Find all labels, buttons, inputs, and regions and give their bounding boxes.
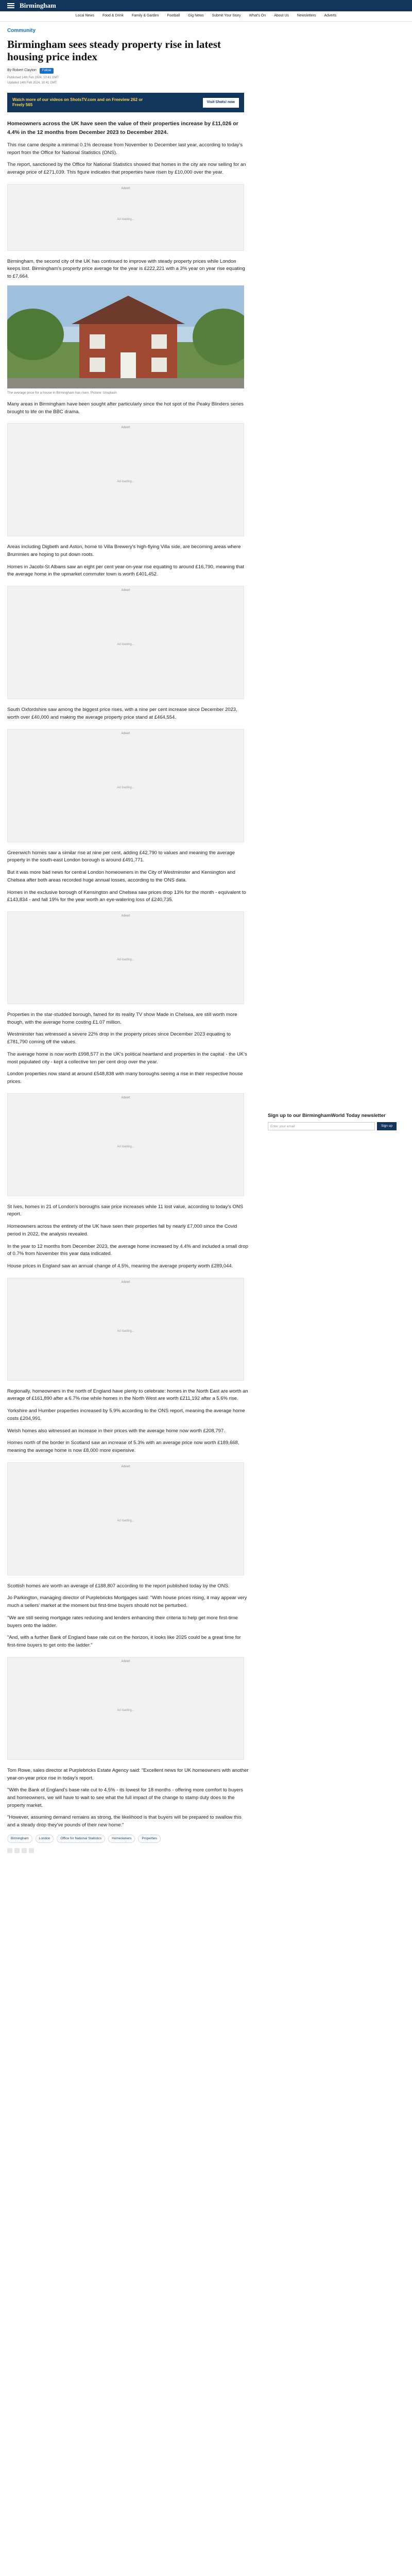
paragraph: The average home is now worth £998,577 in the UK's political heartland and properties in the capital - the UK's most populated city - kept a collective ten per cent drop over the year. (7, 1051, 247, 1065)
byline (7, 68, 249, 74)
article-title: Birmingham sees steady property rise in latest housing price index (7, 38, 221, 63)
advert-slot (7, 423, 244, 536)
newsletter-signup (268, 1113, 397, 1130)
paragraph: Homes in the exclusive borough of Kensington and Chelsea saw prices drop 13% for the month - equivalent to £143,834 - and fall 19% for the year worth an eye-watering loss of £240,735. (7, 889, 246, 903)
video-promo-banner (7, 93, 244, 112)
house-photo (7, 285, 244, 388)
paragraph: Areas including Digbeth and Aston, home to Villa Brewery's high-flying Villa side, are becoming areas where Brummies are hoping to put down roots. (7, 544, 241, 558)
ad-loading: Ad loading... (117, 217, 134, 221)
paragraph: "However, assuming demand remains as strong, the likelihood is that buyers will be prepared to swallow this and a steady drop they've pounds of their new home." (7, 1815, 242, 1828)
published-date: Published 14th Feb 2024, 10:41 GMT (7, 76, 59, 80)
top-bar (0, 0, 412, 11)
house-illustration (7, 285, 244, 388)
paragraph: Regionally, homeowners in the north of England have plenty to celebrate: homes in the North East are worth an average of £161,890 after a 6.7% rise while homes in the North West are worth £211,192 after a 5.6% rise. (7, 1388, 248, 1402)
author-name: By Robert Clayton (7, 69, 37, 72)
paragraph: Welsh homes also witnessed an increase in their prices with the average home now worth £208,797. (7, 1428, 225, 1434)
ad-label: Advert (121, 732, 130, 735)
article-lead: Homeowners across the UK have seen the value of their properties increase by £11,026 or 4.4% in the 12 months from December 2023 to December 2024. (7, 121, 238, 135)
ad-loading: Ad loading... (117, 786, 134, 789)
paragraph: South Oxfordshire saw among the biggest price rises, with a nine per cent increase since December 2023, worth over £40,000 and making the average property price stand at £464,554. (7, 707, 237, 720)
nav-item[interactable]: Football (167, 14, 180, 18)
ad-loading: Ad loading... (117, 480, 134, 484)
tag[interactable]: Birmingham (7, 1835, 32, 1843)
signup-button[interactable]: Sign up (377, 1122, 397, 1130)
article (7, 27, 249, 1860)
nav-item[interactable]: Gig News (188, 14, 204, 18)
advert-slot (7, 1093, 244, 1196)
nav-item[interactable]: Newsletters (297, 14, 316, 18)
x-share-icon[interactable] (14, 1848, 20, 1853)
advert-slot (7, 729, 244, 842)
tag[interactable]: Homeowners (108, 1835, 135, 1843)
paragraph: St Ives, homes in 21 of London's boroughs saw price increases while 11 lost value, according to today's ONS report. (7, 1204, 244, 1217)
newsletter-title: Sign up to our BirminghamWorld Today newsletter (268, 1113, 386, 1118)
email-share-icon[interactable] (29, 1848, 34, 1853)
ad-loading: Ad loading... (117, 958, 134, 961)
ad-label: Advert (121, 1465, 130, 1468)
advert-slot (7, 1462, 244, 1575)
ad-label: Advert (121, 1659, 130, 1663)
paragraph: "With the Bank of England's base rate cut to 4.5% - its lowest for 18 months - offering more comfort to buyers and homeowners, we will have to wait to see what the full impact of the change to stamp duty does to the property market. (7, 1787, 244, 1808)
ad-loading: Ad loading... (117, 643, 134, 647)
ad-label: Advert (121, 589, 130, 592)
paragraph: Many areas in Birmingham have been sought after particularly since the hot spot of the Peaky Blinders series brought to life on the BBC drama. (7, 401, 244, 415)
paragraph: Properties in the star-studded borough, famed for its reality TV show Made in Chelsea, are still worth more though, with the average home costing £1.07 million. (7, 1011, 237, 1025)
ad-loading: Ad loading... (117, 1145, 134, 1148)
top-nav (0, 11, 412, 22)
whatsapp-share-icon[interactable] (22, 1848, 27, 1853)
paragraph: Birmingham, the second city of the UK has continued to improve with steady property prices while London keeps lost. Birmingham's property price average for the year is £222,221 with a 3% year on year rise equating to £7,664. (7, 258, 245, 280)
article-tags (7, 1835, 249, 1843)
ad-label: Advert (121, 187, 130, 190)
advert-slot (7, 586, 244, 699)
ad-label: Advert (121, 914, 130, 918)
promo-text: Watch more of our videos on ShotsTV.com and on Freeview 262 or Freely 565 (12, 97, 143, 108)
menu-icon[interactable] (7, 3, 14, 8)
advert-slot (7, 911, 244, 1004)
promo-button[interactable]: Visit Shots! now (203, 98, 239, 108)
ad-loading: Ad loading... (117, 1519, 134, 1522)
nav-item[interactable]: Adverts (324, 14, 337, 18)
paragraph: Homes in Jacobi-St Albans saw an eight per cent year-on-year rise equating to around £16,790, meaning that the average home in the upmarket commuter town is worth £401,452. (7, 564, 244, 578)
share-row (7, 1848, 249, 1853)
tag[interactable]: Properties (138, 1835, 161, 1843)
advert-slot (7, 1657, 244, 1760)
ad-loading: Ad loading... (117, 1329, 134, 1333)
nav-item[interactable]: Submit Your Story (212, 14, 241, 18)
paragraph: "We are still seeing mortgage rates reducing and lenders enhancing their criteria to help get more first-time buyers onto the ladder. (7, 1615, 238, 1629)
site-logo[interactable]: Birmingham (20, 1, 56, 9)
facebook-share-icon[interactable] (7, 1848, 12, 1853)
paragraph: This rise came despite a minimal 0.1% decrease from November to December last year, according to today's report from the Office for National Statistics (ONS). (7, 142, 243, 156)
paragraph: Tom Rowe, sales director at Purplebricks Estate Agency said: "Excellent news for UK homeowners with another year-on-year price rise in today's report. (7, 1767, 249, 1781)
nav-item[interactable]: About Us (274, 14, 289, 18)
photo-caption: The average price for a house in Birmingham has risen. Picture: Unsplash (7, 391, 117, 395)
ad-label: Advert (121, 1096, 130, 1099)
updated-date: Updated 14th Feb 2024, 10:41 GMT (7, 81, 57, 84)
ad-label: Advert (121, 1280, 130, 1284)
email-field[interactable]: Enter your email (268, 1122, 375, 1130)
paragraph: Westminster has witnessed a severe 22% drop in the property prices since December 2023 equating to £781,790 coming off the values. (7, 1031, 231, 1045)
paragraph: London properties now stand at around £548,838 with many boroughs seeing a rise in their respective house prices. (7, 1071, 243, 1084)
nav-item[interactable]: What's On (249, 14, 266, 18)
nav-item[interactable]: Food & Drink (102, 14, 124, 18)
nav-item[interactable]: Family & Garden (131, 14, 159, 18)
paragraph: Scottish homes are worth an average of £188,807 according to the report published today by the ONS. (7, 1583, 230, 1589)
nav-item[interactable]: Local News (75, 14, 94, 18)
advert-slot (7, 184, 244, 251)
paragraph: Homeowners across the entirety of the UK have seen their properties fall by nearly £7,000 since the Covid period in 2022, the analysis revealed. (7, 1224, 237, 1237)
paragraph: In the year to 12 months from December 2023, the average home increased by 4.4% and included a small drop of 0.7% from November this year data indicated. (7, 1243, 248, 1257)
paragraph: Greenwich homes saw a similar rise at nine per cent, adding £42,790 to values and meaning the average property in the south-east London borough is around £491,771. (7, 850, 235, 863)
paragraph: But it was more bad news for central London homeowners in the City of Westminster and Kensington and Chelsea after both areas recorded huge annual losses, according to the ONS data. (7, 870, 235, 883)
ad-label: Advert (121, 426, 130, 430)
follow-button[interactable]: Follow (40, 68, 54, 74)
advert-slot (7, 1278, 244, 1381)
ad-loading: Ad loading... (117, 1708, 134, 1712)
paragraph: Yorkshire and Humber properties increased by 5.9% according to the ONS report, meaning the average home costs £204,991. (7, 1408, 245, 1421)
section-label[interactable]: Community (7, 28, 36, 33)
paragraph: House prices in England saw an annual change of 4.5%, meaning the average property worth £289,044. (7, 1263, 233, 1269)
newsletter-form (268, 1122, 397, 1130)
paragraph: Homes north of the border in Scotland saw an increase of 5.3% with an average price now worth £189,668, meaning the average home is now £8,000 more expensive. (7, 1440, 239, 1454)
paragraph: The report, sanctioned by the Office for National Statistics showed that homes in the city are now selling for an average price of £271,039. This figure indicates that properties have risen by £10,000 over the year. (7, 162, 246, 175)
tag[interactable]: London (36, 1835, 54, 1843)
paragraph: "And, with a further Bank of England base rate cut on the horizon, it looks like 2025 could be a great time for first-time buyers to get onto the ladder." (7, 1635, 241, 1649)
article-dates (7, 76, 249, 86)
paragraph: Jo Parkington, managing director of Purplebricks Mortgages said: "With house prices rising, it may appear very much a sellers' market at the moment but first-time buyers should not be perturbed. (7, 1595, 247, 1609)
tag[interactable]: Office for National Statistics (57, 1835, 105, 1843)
